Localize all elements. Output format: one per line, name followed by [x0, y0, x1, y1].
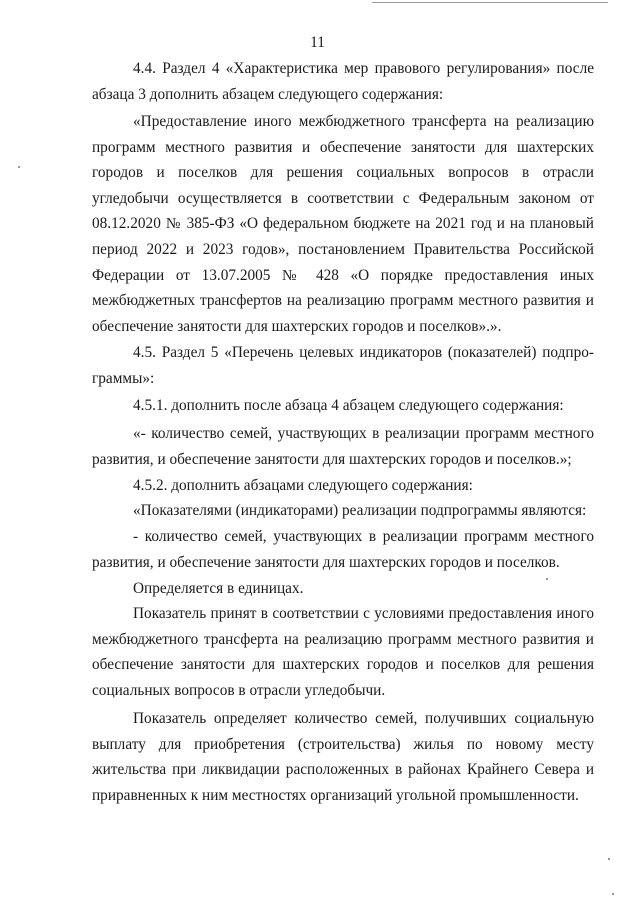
- paragraph-4-5: 4.5. Раздел 5 «Перечень целевых индикаторов (показателей) подпро-граммы»:: [92, 344, 594, 387]
- paragraph-indicator-item: - количество семей, участвующих в реализации программ местного развития, и обеспечение занятости для шахтерских городов и поселков.: [92, 528, 594, 571]
- top-scan-rule: [372, 2, 608, 3]
- page-number: 11: [310, 34, 325, 51]
- scan-speck: [612, 893, 614, 895]
- paragraph-units: Определяется в единицах.: [133, 580, 304, 597]
- scan-speck: [18, 166, 20, 168]
- paragraph-indicator-definition: Показатель определяет количество семей, получивших социальную выплату для приобретения (строительства) жилья по новому месту жительства при ликвидации расположенных в районах Крайнего Севера и приравненных к ним местностях организаций угольной промышленности.: [92, 710, 594, 804]
- paragraph-indicator-quote: «- количество семей, участвующих в реализации программ местного развития, и обеспечение занятости для шахтерских городов и поселков.»;: [92, 425, 594, 468]
- scan-speck: [608, 858, 610, 860]
- scan-speck: [546, 578, 548, 580]
- paragraph-transfer-quote: «Предоставление иного межбюджетного трансферта на реализацию программ местного развития и обеспечение занятости для шахтерских городов и поселков для решения социальных вопросов в отрасли угледобычи осуществляется в соответствии с Федеральным законом от 08.12.2020 № 385-ФЗ «О федеральном бюджете на 2021 год и на плановый период 2022 и 2023 годов», постановлением Правительства Российской Федерации от 13.07.2005 № 428 «О порядке предоставления иных межбюджетных трансфертов на реализацию программ местного развития и обеспечение занятости для шахтерских городов и поселков».».: [92, 113, 594, 335]
- paragraph-4-4: 4.4. Раздел 4 «Характеристика мер правового регулирования» после абзаца 3 дополнить абзацем следующего содержания:: [92, 60, 594, 103]
- paragraph-4-5-1: 4.5.1. дополнить после абзаца 4 абзацем следующего содержания:: [133, 397, 564, 414]
- paragraph-4-5-2: 4.5.2. дополнить абзацами следующего содержания:: [133, 477, 473, 494]
- paragraph-indicators-intro: «Показателями (индикаторами) реализации подпрограммы являются:: [133, 502, 587, 519]
- paragraph-indicator-basis: Показатель принят в соответствии с условиями предоставления иного межбюджетного трансферта на реализацию программ местного развития и обеспечение занятости для шахтерских городов и поселков для решения социальных вопросов в отрасли угледобычи.: [92, 605, 594, 699]
